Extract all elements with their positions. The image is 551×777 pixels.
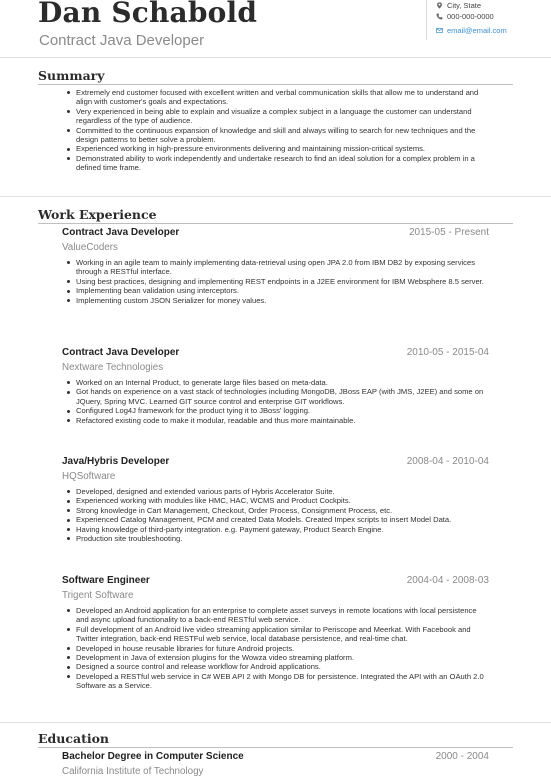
- email-row[interactable]: [435, 25, 551, 36]
- experience-rule: [38, 223, 513, 224]
- job-bullet: Working in an agile team to mainly implementing data-retrieval using open JPA 2.0 from IBM DB2 by exposing services through a RESTful interface.: [64, 258, 489, 277]
- job-bullet: Worked on an Internal Product, to generate large files based on meta-data.: [64, 378, 489, 387]
- job-bullet: Developed an Android application for an enterprise to complete asset surveys in remote locations with local persistence and async upload functionality to a back-end RESTful web service.: [64, 606, 489, 625]
- email-icon: [435, 27, 443, 34]
- job-bullet: Using best practices, designing and implementing REST endpoints in a J2EE environment for IBM Websphere 8.5 server.: [64, 277, 489, 286]
- summary-heading: Summary: [38, 68, 105, 83]
- job-bullet: Implementing custom JSON Serializer for money values.: [64, 296, 489, 305]
- job-bullet: Production site troubleshooting.: [64, 534, 489, 543]
- phone-icon: [435, 13, 443, 20]
- education-heading: Education: [38, 731, 110, 746]
- job-bullet: Configured Log4J framework for the product tying it to JBoss' logging.: [64, 406, 489, 415]
- job-bullet: Developed, designed and extended various parts of Hybris Accelerator Suite.: [64, 487, 489, 496]
- experience-divider: [0, 722, 551, 723]
- job-bullets: [64, 606, 489, 691]
- job-bullet: Refactored existing code to make it modular, readable and thus more maintainable.: [64, 416, 489, 425]
- job-bullet: Got hands on experience on a vast stack of technologies including MongoDB, JBoss EAP (with JMS, J2EE) and some on JQuery, Spring MVC. Learned GIT source control and enterprise GIT workflows.: [64, 387, 489, 406]
- candidate-role: Contract Java Developer: [39, 32, 205, 49]
- job-company: Trigent Software: [62, 590, 134, 601]
- job-bullet: Implementing bean validation using interceptors.: [64, 286, 489, 295]
- job-bullet: Developed in house reusable libraries for future Android projects.: [64, 644, 489, 653]
- job-bullet: Full development of an Android live video streaming application similar to Periscope and Meerkat. With Facebook and Twitter integration, back-end RESTFul web service, local database persistence, and real-time chat.: [64, 625, 489, 644]
- summary-list: [64, 88, 486, 173]
- school-name: California Institute of Technology: [62, 766, 204, 777]
- job-bullet: Strong knowledge in Cart Management, Checkout, Order Process, Consignment Process, etc.: [64, 506, 489, 515]
- job-title: Java/Hybris Developer: [62, 456, 170, 467]
- job-company: ValueCoders: [62, 242, 118, 253]
- job-bullets: [64, 258, 489, 305]
- header-divider: [0, 57, 551, 58]
- job-title: Contract Java Developer: [62, 227, 180, 238]
- location-text: City, State: [447, 1, 482, 10]
- summary-divider: [0, 196, 551, 197]
- summary-item: Committed to the continuous expansion of knowledge and skill and always willing to search for new techniques and the design patterns to better solve a problem.: [64, 126, 486, 145]
- job-title: Contract Java Developer: [62, 347, 180, 358]
- job-company: Nextware Technologies: [62, 362, 164, 373]
- job-company: HQSoftware: [62, 471, 116, 482]
- experience-heading: Work Experience: [38, 207, 157, 222]
- summary-item: Extremely end customer focused with excellent written and verbal communication skills that allow me to understand and align with customer's goals and expectations.: [64, 88, 486, 107]
- job-dates: 2004-04 - 2008-03: [406, 575, 489, 586]
- job-bullet: Experienced Catalog Management, PCM and created Data Models. Created Impex scripts to insert Model Data.: [64, 515, 489, 524]
- phone-text: 000-000-0000: [447, 12, 494, 21]
- job-bullet: Developed a RESTful web service in C# WEB API 2 with Mongo DB for persistence. Integrated the API with an OAuth 2.0 Software as a Service.: [64, 672, 489, 691]
- summary-item: Demonstrated ability to work independently and undertake research to find an ideal solution for a complex problem in a defined time frame.: [64, 154, 486, 173]
- education-dates: 2000 - 2004: [435, 751, 489, 762]
- contact-block: [426, 0, 551, 40]
- job-dates: 2010-05 - 2015-04: [406, 347, 489, 358]
- summary-rule: [38, 84, 513, 85]
- email-link[interactable]: email@email.com: [447, 26, 507, 35]
- summary-item: Very experienced in being able to explain and visualize a complex subject in a language the customer can understand regardless of the type of audience.: [64, 107, 486, 126]
- job-title: Software Engineer: [62, 575, 150, 586]
- job-bullet: Experienced working with modules like HMC, HAC, WCMS and Product Cockpits.: [64, 496, 489, 505]
- job-dates: 2015-05 - Present: [408, 227, 489, 238]
- candidate-name: Dan Schabold: [38, 0, 258, 29]
- education-rule: [38, 747, 513, 748]
- location-row: [435, 0, 551, 11]
- job-dates: 2008-04 - 2010-04: [406, 456, 489, 467]
- job-bullet: Development in Java of extension plugins for the Wowza video streaming platform.: [64, 653, 489, 662]
- phone-row: [435, 11, 551, 22]
- job-bullets: [64, 378, 489, 425]
- degree-title: Bachelor Degree in Computer Science: [62, 751, 244, 762]
- job-bullet: Having knowledge of third-party integration. e.g. Payment gateway, Product Search Engine.: [64, 525, 489, 534]
- job-bullet: Designed a source control and release workflow for Android applications.: [64, 662, 489, 671]
- summary-item: Experienced working in high-pressure environments delivering and maintaining mission-critical systems.: [64, 144, 486, 153]
- location-pin-icon: [435, 2, 443, 9]
- job-bullets: [64, 487, 489, 543]
